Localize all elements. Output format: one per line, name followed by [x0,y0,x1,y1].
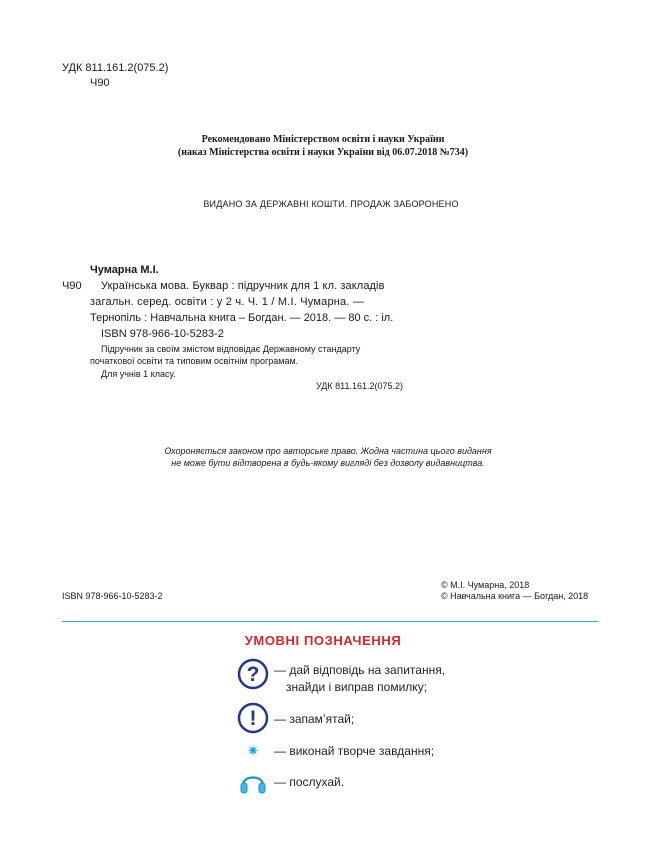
isbn-bottom: ISBN 978-966-10-5283-2 [62,591,163,601]
legend-item-star: — виконай творче завдання; [274,744,435,758]
udk-index: Ч90 [90,77,110,89]
recommended-line-2: (наказ Міністерства освіти і науки України від 06.07.2018 №734) [177,147,469,158]
copyright-publisher: © Навчальна книга — Богдан, 2018 [441,591,589,601]
catalog-line-3: Тернопіль : Навчальна книга – Богдан. — 2018. — 80 с. : іл. [90,312,394,324]
copyright-notice-line-2: не може бути відтворена в будь-якому вигляді без дозволу видавництва. [171,458,485,468]
catalog-line-1: Українська мова. Буквар : підручник для 1 кл. закладів [101,280,385,292]
headphones-icon [238,767,268,797]
star-icon: ✷ [246,743,260,760]
legend-item-question-line-1: — дай відповідь на запитання, [274,663,446,677]
catalog-line-2: загальн. серед. освіти : у 2 ч. Ч. 1 / М.І. Чумарна. — [90,296,365,308]
legend-item-headphones: — послухай. [274,775,345,789]
legend-item-exclamation: — запам’ятай; [274,712,355,726]
catalog-desc-1: Підручник за своїм змістом відповідає Державному стандарту [101,344,361,354]
recommended-line-1: Рекомендовано Міністерством освіти і науки України [201,134,445,145]
legend-item-question-line-2: знайди і виправ помилку; [286,680,428,694]
catalog-isbn: ISBN 978-966-10-5283-2 [101,328,224,340]
udk-code: УДК 811.161.2(075.2) [62,62,169,74]
svg-text:?: ? [246,663,260,686]
catalog-desc-3: Для учнів 1 класу. [101,369,176,379]
legend-divider [62,621,598,622]
funding-notice: ВИДАНО ЗА ДЕРЖАВНІ КОШТИ. ПРОДАЖ ЗАБОРОНЕНО [203,199,459,209]
exclamation-icon [237,702,269,734]
copyright-author: © М.І. Чумарна, 2018 [441,580,530,590]
svg-text:!: ! [249,707,257,730]
question-icon [237,658,269,690]
catalog-desc-2: початкової освіти та типовим освітнім програмам. [90,356,299,366]
copyright-notice-line-1: Охороняється законом про авторське право. Жодна частина цього видання [164,446,492,456]
catalog-index: Ч90 [62,280,82,292]
catalog-author: Чумарна М.І. [90,264,159,276]
catalog-udk: УДК 811.161.2(075.2) [315,381,403,391]
legend-title: УМОВНІ ПОЗНАЧЕННЯ [244,633,402,648]
